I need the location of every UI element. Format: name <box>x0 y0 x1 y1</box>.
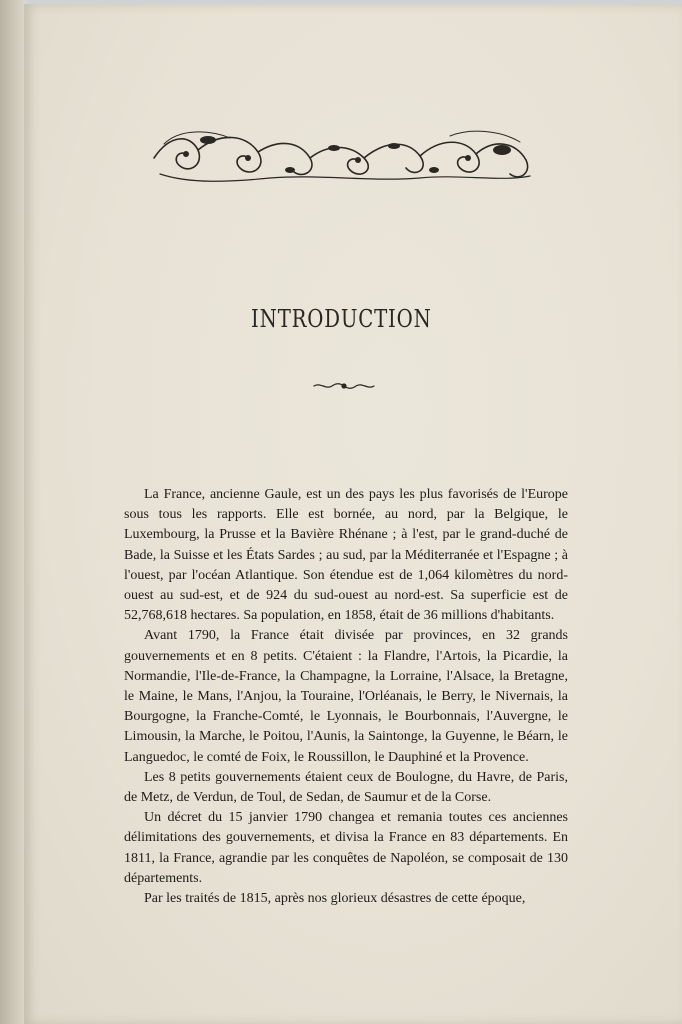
paragraph-3: Les 8 petits gouvernements étaient ceux de Boulogne, du Havre, de Paris, de Metz, de Verdun, de Toul, de Sedan, de Saumur et de la Corse. <box>124 769 568 806</box>
paragraph-1: La France, ancienne Gaule, est un des pays les plus favorisés de l'Europe sous tous les rapports. Elle est bornée, au nord, par la Belgique, le Luxembourg, la Prusse et la Bavière Rhénane ; à l'est, par le grand-duché de Bade, la Suisse et les États Sardes ; au sud, par la Méditerranée et l'Espagne ; à l'ouest, par l'océan Atlantique. Son étendue est de 1,064 kilomètres du nord-ouest au sud-est, et de 924 du sud-ouest au nord-est. Sa superficie est de 52,768,618 hectares. Sa population, en 1858, était de 36 millions d'habitants. <box>124 487 568 624</box>
page-title: INTRODUCTION <box>251 305 432 333</box>
paragraph-2: Avant 1790, la France était divisée par provinces, en 32 grands gouvernements et en 8 petits. C'étaient : la Flandre, l'Artois, la Picardie, la Normandie, l'Ile-de-France, la Champagne, la Lorraine, l'Alsace, la Bretagne, le Maine, le Mans, l'Anjou, la Touraine, l'Orléanais, le Berry, le Nivernais, la Bourgogne, la Franche-Comté, le Lyonnais, le Bourbonnais, l'Auvergne, le Limousin, la Marche, le Poitou, l'Aunis, la Saintonge, la Guyenne, le Béarn, le Languedoc, le comté de Foix, le Roussillon, le Dauphiné et la Provence. <box>124 628 568 765</box>
book-binding <box>0 0 26 1024</box>
small-flourish-divider-icon <box>312 380 376 392</box>
paragraph-4: Un décret du 15 janvier 1790 changea et remania toutes ces anciennes délimitations des gouvernements, et divisa la France en 83 départements. En 1811, la France, agrandie par les conquêtes de Napoléon, se composait de 130 départements. <box>124 810 568 886</box>
paragraph-5: Par les traités de 1815, après nos glorieux désastres de cette époque, <box>144 891 526 907</box>
body-text <box>124 485 568 909</box>
floral-scroll-ornament-icon <box>150 124 536 190</box>
